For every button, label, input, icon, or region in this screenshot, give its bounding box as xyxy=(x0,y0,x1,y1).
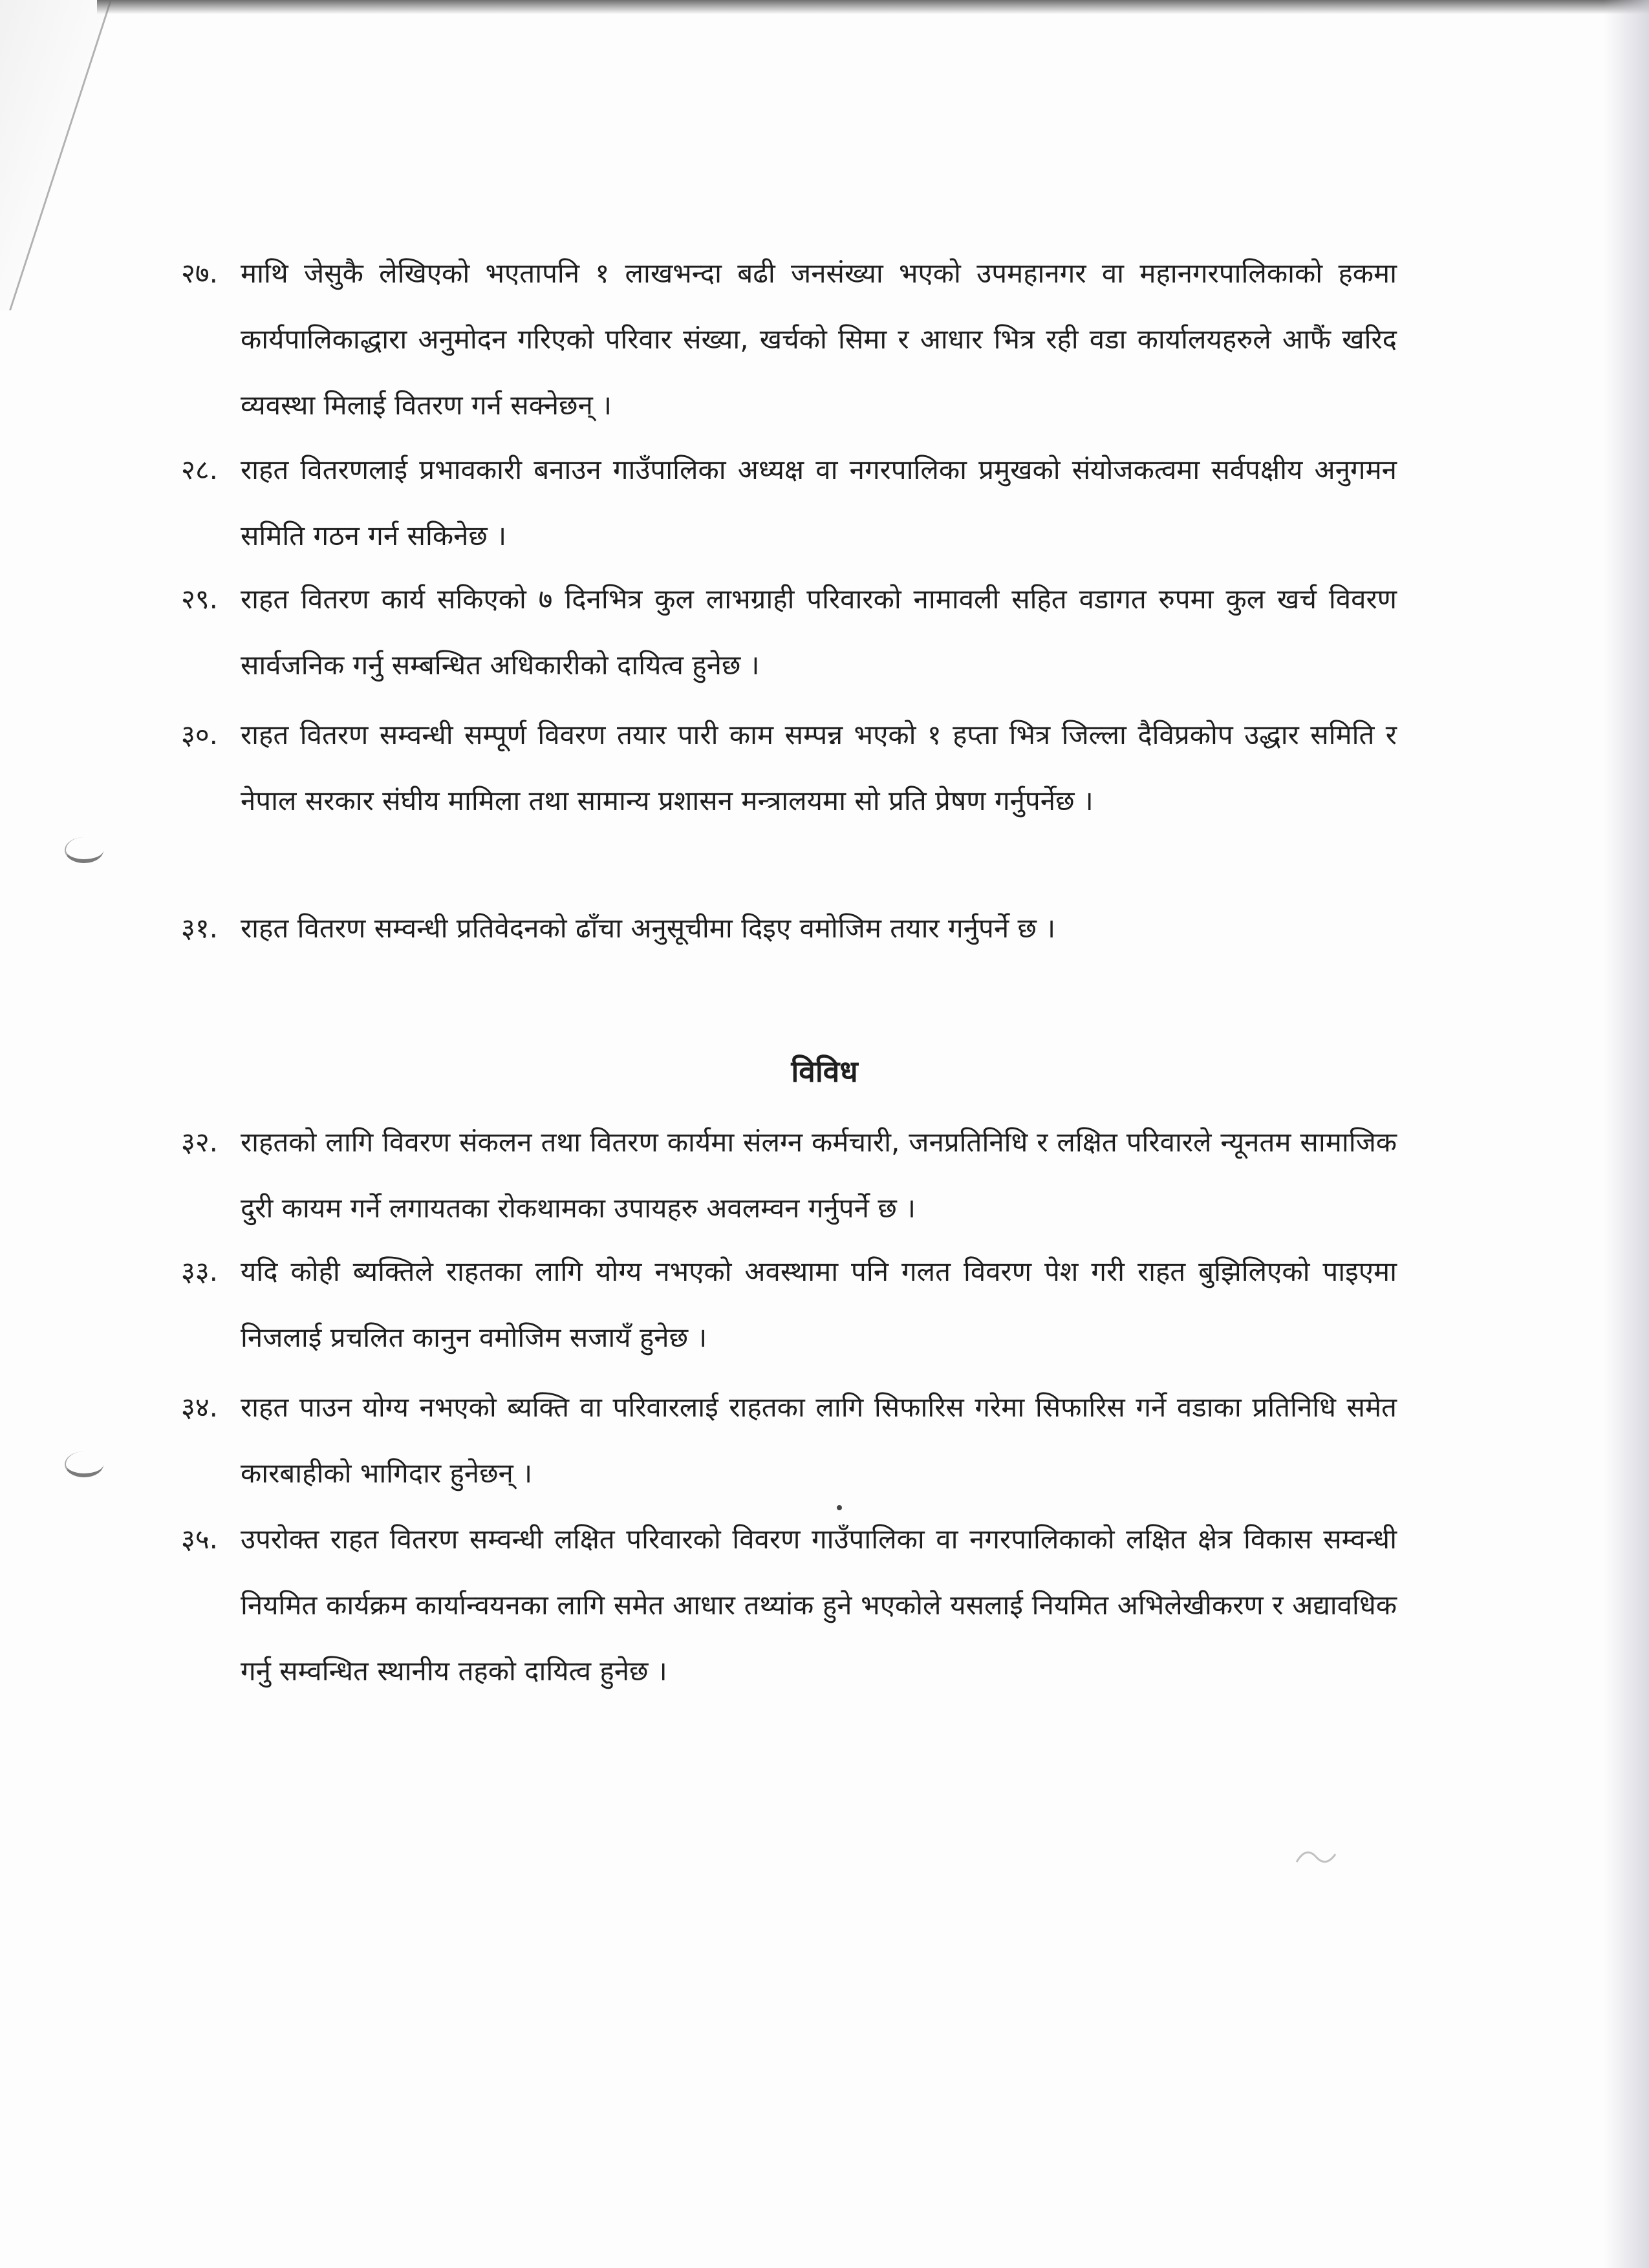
paragraph-31 xyxy=(181,895,1397,961)
page-right-edge xyxy=(1604,0,1649,2268)
paragraph-number: २९. xyxy=(181,583,219,615)
page-top-shadow xyxy=(97,0,1649,14)
punch-hole-upper xyxy=(65,837,103,863)
punch-hole-lower xyxy=(65,1451,103,1477)
paragraph-number: ३१. xyxy=(181,912,219,944)
paragraph-text: राहत वितरण सम्वन्धी सम्पूर्ण विवरण तयार पारी काम सम्पन्न भएको १ हप्ता भित्र जिल्ला दैविप्रकोप उद्धार समिति र नेपाल सरकार संघीय मामिला तथा सामान्य प्रशासन मन्त्रालयमा सो प्रति प्रेषण गर्नुपर्नेछ । xyxy=(241,719,1397,817)
paragraph-27 xyxy=(181,241,1397,438)
paragraph-number: ३२. xyxy=(181,1126,219,1158)
paragraph-text: राहत पाउन योग्य नभएको ब्यक्ति वा परिवारलाई राहतका लागि सिफारिस गरेमा सिफारिस गर्ने वडाका प्रतिनिधि समेत कारबाहीको भागिदार हुनेछन् । xyxy=(241,1391,1397,1489)
paragraph-29 xyxy=(181,566,1397,698)
paragraph-32 xyxy=(181,1109,1397,1241)
paragraph-text: राहत वितरण सम्वन्धी प्रतिवेदनको ढाँचा अनुसूचीमा दिइए वमोजिम तयार गर्नुपर्ने छ । xyxy=(241,912,1056,944)
paragraph-text: माथि जेसुकै लेखिएको भएतापनि १ लाखभन्दा बढी जनसंख्या भएको उपमहानगर वा महानगरपालिकाको हकमा कार्यपालिकाद्धारा अनुमोदन गरिएको परिवार संख्या, खर्चको सिमा र आधार भित्र रही वडा कार्यालयहरुले आफैं खरिद व्यवस्था मिलाई वितरण गर्न सक्नेछन् । xyxy=(241,257,1397,421)
paragraph-text: राहत वितरणलाई प्रभावकारी बनाउन गाउँपालिका अध्यक्ष वा नगरपालिका प्रमुखको संयोजकत्वमा सर्वपक्षीय अनुगमन समिति गठन गर्न सकिनेछ । xyxy=(241,454,1397,551)
paragraph-28 xyxy=(181,437,1397,569)
paragraph-number: ३४. xyxy=(181,1391,219,1423)
paragraph-number: २७. xyxy=(181,257,219,289)
paragraph-number: ३३. xyxy=(181,1256,219,1287)
page-fold-shadow xyxy=(0,0,112,310)
paragraph-text: राहतको लागि विवरण संकलन तथा वितरण कार्यमा संलग्न कर्मचारी, जनप्रतिनिधि र लक्षित परिवारले न्यूनतम सामाजिक दुरी कायम गर्ने लगायतका रोकथामका उपायहरु अवलम्वन गर्नुपर्ने छ । xyxy=(241,1126,1397,1224)
paragraph-34 xyxy=(181,1375,1397,1506)
section-heading: विविध xyxy=(791,1054,858,1089)
faint-stamp-mark xyxy=(1293,1843,1339,1868)
paragraph-30 xyxy=(181,702,1397,834)
paragraph-number: २८. xyxy=(181,454,219,486)
paragraph-text: यदि कोही ब्यक्तिले राहतका लागि योग्य नभएको अवस्थामा पनि गलत विवरण पेश गरी राहत बुझिलिएको पाइएमा निजलाई प्रचलित कानुन वमोजिम सजायँ हुनेछ । xyxy=(241,1256,1397,1353)
paragraph-35 xyxy=(181,1506,1397,1704)
paragraph-text: राहत वितरण कार्य सकिएको ७ दिनभित्र कुल लाभग्राही परिवारको नामावली सहित वडागत रुपमा कुल खर्च विवरण सार्वजनिक गर्नु सम्बन्धित अधिकारीको दायित्व हुनेछ । xyxy=(241,583,1397,681)
paragraph-number: ३०. xyxy=(181,719,219,751)
paragraph-text: उपरोक्त राहत वितरण सम्वन्धी लक्षित परिवारको विवरण गाउँपालिका वा नगरपालिकाको लक्षित क्षेत्र विकास सम्वन्धी नियमित कार्यक्रम कार्यान्वयनका लागि समेत आधार तथ्यांक हुने भएकोले यसलाई नियमित अभिलेखीकरण र अद्यावधिक गर्नु सम्वन्धित स्थानीय तहको दायित्व हुनेछ । xyxy=(241,1523,1397,1687)
paragraph-number: ३५. xyxy=(181,1523,219,1555)
paragraph-33 xyxy=(181,1239,1397,1371)
